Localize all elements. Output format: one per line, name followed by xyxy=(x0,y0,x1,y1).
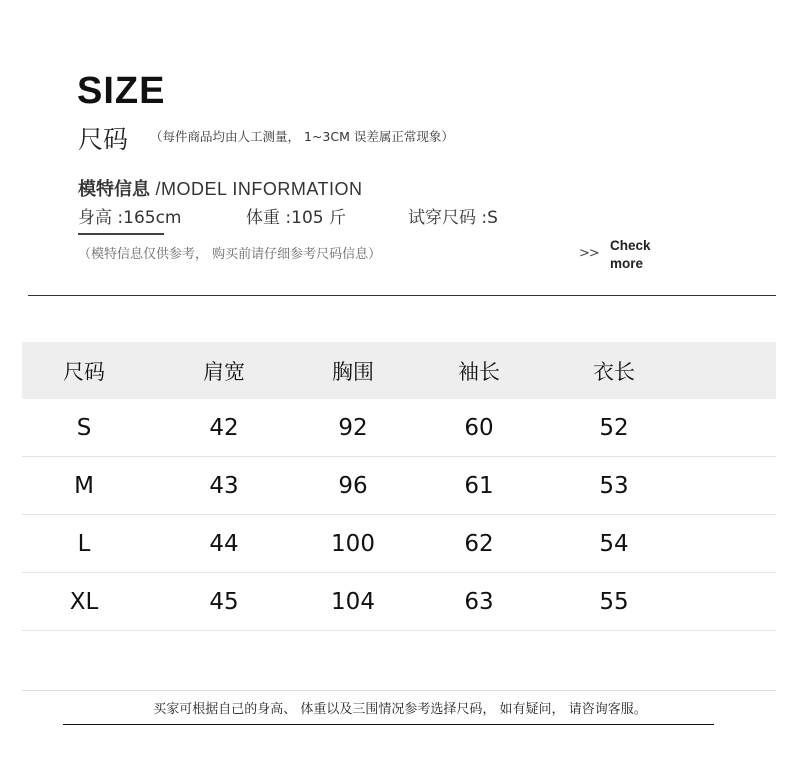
header-sleeve: 袖长 xyxy=(458,359,500,384)
cell-chest: 96 xyxy=(338,472,368,499)
model-heading-cn: 模特信息 xyxy=(78,179,150,200)
cell-length: 52 xyxy=(599,414,629,441)
check-more-link[interactable] xyxy=(610,237,670,273)
cell-shoulder: 43 xyxy=(209,472,239,499)
top-divider xyxy=(28,295,776,296)
double-arrow-icon[interactable]: >> xyxy=(579,246,599,261)
cell-shoulder: 44 xyxy=(209,530,239,557)
cell-chest: 92 xyxy=(338,414,368,441)
check-more-line2: more xyxy=(610,256,644,271)
footer-divider xyxy=(22,690,776,691)
cell-length: 54 xyxy=(599,530,629,557)
cell-size: M xyxy=(74,472,94,499)
footer-note: 买家可根据自己的身高、 体重以及三围情况参考选择尺码， 如有疑问， 请咨询客服。 xyxy=(153,702,647,717)
check-more-line1: Check xyxy=(610,238,651,253)
cell-size: XL xyxy=(69,588,99,615)
table-row xyxy=(22,515,776,573)
table-row xyxy=(22,573,776,631)
table-row xyxy=(22,399,776,457)
cell-sleeve: 60 xyxy=(464,414,494,441)
cell-chest: 100 xyxy=(331,530,375,557)
model-height: 身高 :165cm xyxy=(78,208,182,228)
model-heading xyxy=(78,175,363,201)
model-weight: 体重 :105 斤 xyxy=(246,208,346,228)
size-table xyxy=(22,342,776,631)
cell-shoulder: 45 xyxy=(209,588,239,615)
size-subtitle: 尺码 xyxy=(78,125,129,154)
cell-sleeve: 61 xyxy=(464,472,494,499)
model-note: （模特信息仅供参考， 购买前请仔细参考尺码信息） xyxy=(78,247,382,262)
cell-size: S xyxy=(76,414,92,441)
footer-line xyxy=(63,724,714,725)
cell-length: 55 xyxy=(599,588,629,615)
cell-shoulder: 42 xyxy=(209,414,239,441)
measurement-note: （每件商品均由人工测量， 1~3CM 误差属正常现象） xyxy=(150,129,454,144)
model-heading-en: /MODEL INFORMATION xyxy=(150,179,363,199)
cell-length: 53 xyxy=(599,472,629,499)
header-shoulder: 肩宽 xyxy=(203,359,245,384)
size-title: SIZE xyxy=(77,70,166,112)
cell-chest: 104 xyxy=(331,588,375,615)
table-header xyxy=(22,342,776,399)
height-underline xyxy=(78,233,164,235)
header-chest: 胸围 xyxy=(332,359,374,384)
header-length: 衣长 xyxy=(593,359,635,384)
cell-sleeve: 63 xyxy=(464,588,494,615)
cell-sleeve: 62 xyxy=(464,530,494,557)
model-tried-size: 试穿尺码 :S xyxy=(408,208,498,228)
header-size: 尺码 xyxy=(63,359,105,384)
table-row xyxy=(22,457,776,515)
cell-size: L xyxy=(77,530,91,557)
